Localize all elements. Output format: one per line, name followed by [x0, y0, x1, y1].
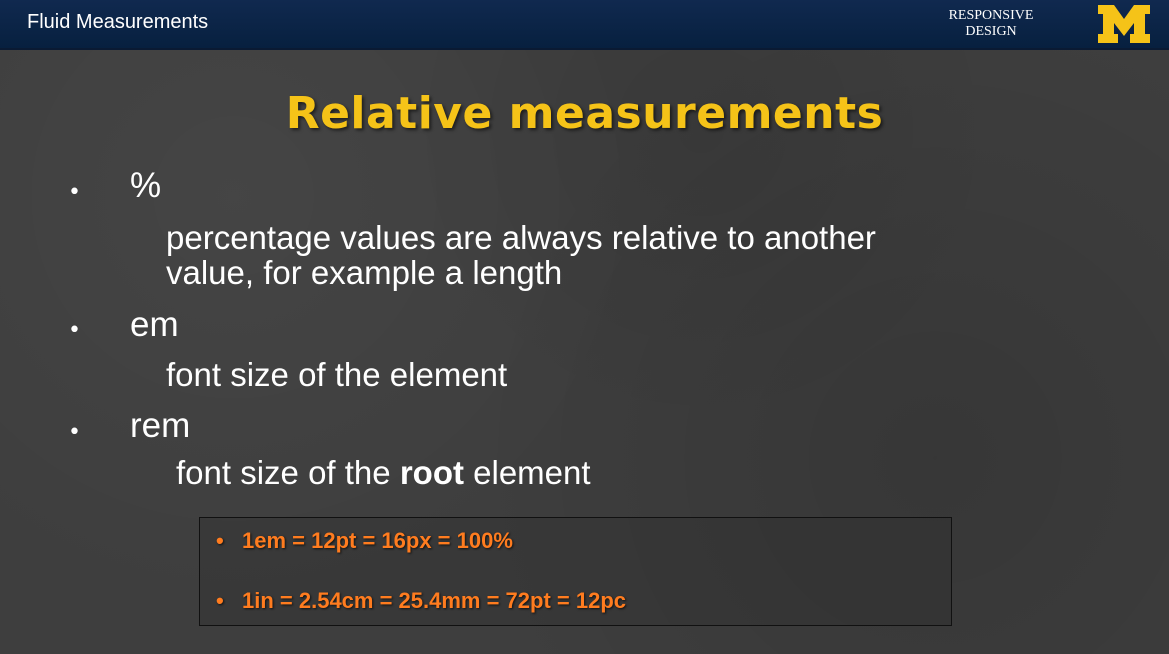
bullet-marker: • [68, 180, 81, 205]
note-bullet: • [216, 588, 224, 613]
description-text: element [463, 454, 591, 491]
course-name-line2: DESIGN [965, 24, 1017, 39]
header-bar [0, 0, 1169, 50]
course-name-line1: RESPONSIVE [948, 8, 1034, 23]
slide-title: Relative measurements [285, 88, 884, 139]
note-bullet: • [216, 528, 224, 553]
conversion-note-box [199, 517, 952, 626]
description-text: font size of the [176, 454, 400, 491]
bullet-marker: • [68, 420, 81, 445]
course-name [928, 8, 1054, 40]
term-percent: % [130, 166, 162, 205]
term-percent-description [166, 220, 876, 290]
term-em: em [130, 305, 179, 344]
description-emphasis: root [399, 454, 464, 491]
bullet-marker: • [68, 318, 81, 343]
description-line: percentage values are always relative to another [166, 219, 876, 256]
deck-title: Fluid Measurements [27, 11, 209, 33]
conversion-line [216, 528, 513, 554]
conversion-text: 1in = 2.54cm = 25.4mm = 72pt = 12pc [242, 588, 627, 613]
term-rem: rem [130, 406, 191, 445]
term-em-description: font size of the element [166, 356, 508, 393]
block-m-logo-icon [1098, 5, 1150, 43]
conversion-text: 1em = 12pt = 16px = 100% [242, 528, 513, 553]
term-rem-description [176, 455, 591, 490]
description-line: value, for example a length [166, 254, 563, 291]
conversion-line [216, 588, 626, 614]
